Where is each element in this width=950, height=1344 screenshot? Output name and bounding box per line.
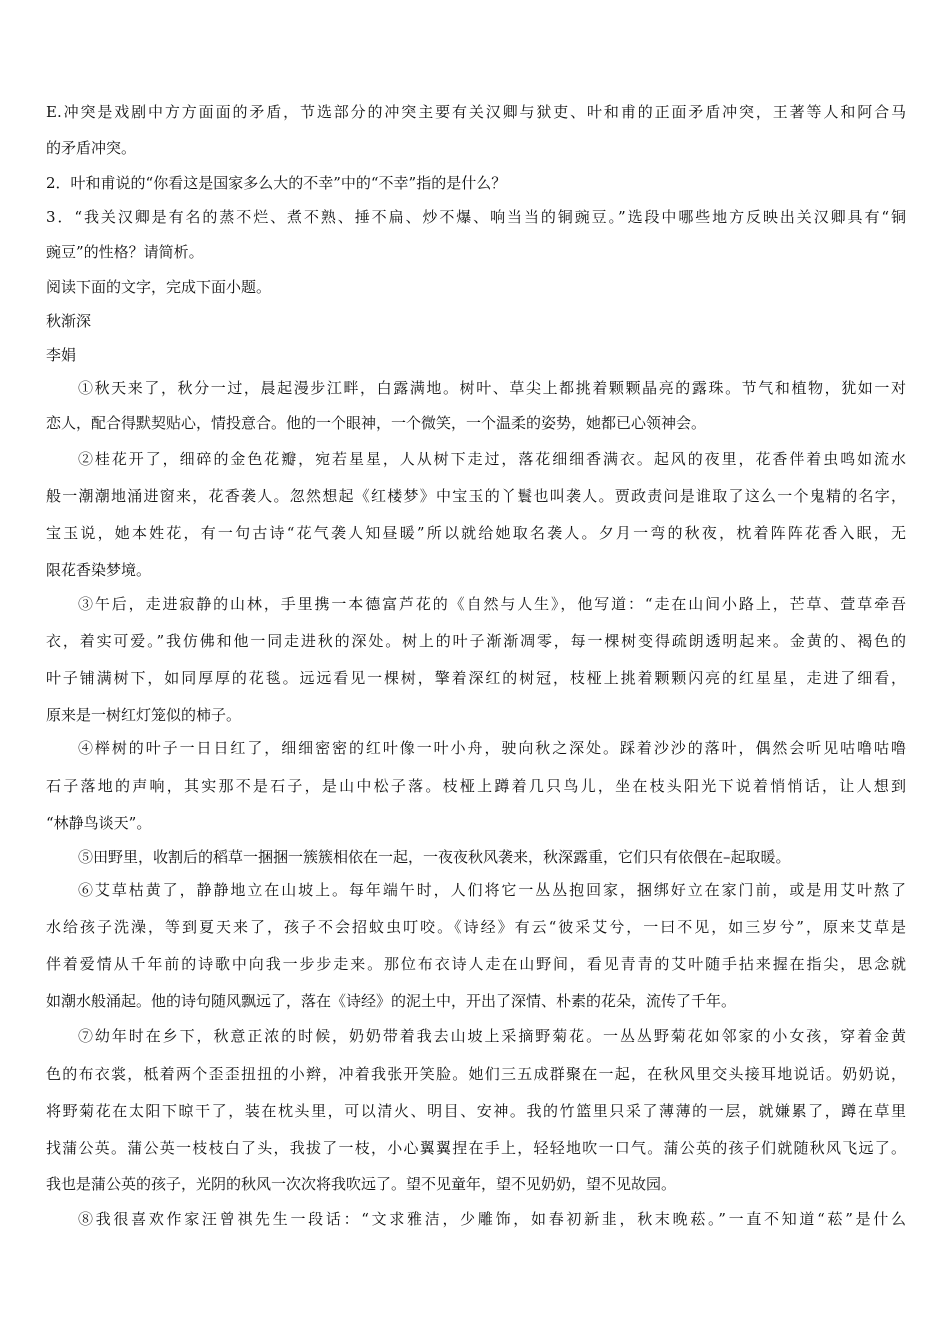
paragraph-6-line-4: 如潮水般涌起。他的诗句随风飘远了，落在《诗经》的泥土中，开出了深情、朴素的花朵，流传了千年。 (46, 992, 737, 1010)
essay-title: 秋渐深 (46, 312, 92, 330)
paragraph-3-line-4: 原来是一树红灯笼似的柿子。 (46, 706, 242, 724)
paragraph-7-line-2: 色的布衣裳，柢着两个歪歪扭扭的小辫，冲着我张开笑脸。她们三五成群聚在一起，在秋风里交头接耳地说话。奶奶说， (46, 1065, 906, 1083)
question-2: 2．叶和甫说的“你看这是国家多么大的不幸”中的“不幸”指的是什么？ (46, 174, 507, 192)
paragraph-4-line-2: 石子落地的声响，其实那不是石子，是山中松子落。枝桠上蹲着几只鸟儿，坐在枝头阳光下说着悄悄话，让人想到 (46, 777, 906, 795)
paragraph-1-line-2: 恋人，配合得默契贴心，情投意合。他的一个眼神，一个微笑，一个温柔的姿势，她都已心领神会。 (46, 414, 707, 432)
paragraph-3-line-1: ③午后，走进寂静的山林，手里携一本德富芦花的《自然与人生》，他写道：“走在山间小路上，芒草、萱草牵吾 (78, 595, 906, 613)
paragraph-8-line-1: ⑧我很喜欢作家汪曾祺先生一段话：“文求雅洁，少雕饰，如春初新韭，秋末晚菘。”一直不知道“菘”是什么 (78, 1210, 906, 1228)
question-3-line-2: 豌豆”的性格？请简析。 (46, 243, 204, 261)
paragraph-7-line-1: ⑦幼年时在乡下，秋意正浓的时候，奶奶带着我去山坡上采摘野菊花。一丛丛野菊花如邻家的小女孩，穿着金黄 (78, 1027, 906, 1045)
question-3-line-1: 3．“我关汉卿是有名的蒸不烂、煮不熟、捶不扁、炒不爆、响当当的铜豌豆。”选段中哪些地方反映出关汉卿具有“铜 (46, 208, 906, 226)
essay-author: 李娟 (46, 346, 77, 364)
paragraph-4-line-3: “林静鸟谈天”。 (46, 814, 152, 832)
paragraph-5: ⑤田野里，收割后的稻草一捆捆一簇簇相依在一起，一夜夜秋风袭来，秋深露重，它们只有依偎在–起取暖。 (78, 848, 791, 866)
option-e-line-1: E.冲突是戏剧中方方面面的矛盾，节选部分的冲突主要有关汉卿与狱吏、叶和甫的正面矛盾冲突，王著等人和阿合马 (46, 103, 906, 121)
paragraph-7-line-5: 我也是蒲公英的孩子，光阴的秋风一次次将我吹远了。望不见童年，望不见奶奶，望不见故园。 (46, 1175, 677, 1193)
option-e-line-2: 的矛盾冲突。 (46, 139, 137, 157)
reading-instruction: 阅读下面的文字，完成下面小题。 (46, 278, 272, 296)
paragraph-7-line-3: 将野菊花在太阳下晾干了，装在枕头里，可以清火、明目、安神。我的竹篮里只采了薄薄的一层，就嫌累了，蹲在草里 (46, 1102, 906, 1120)
paragraph-6-line-1: ⑥艾草枯黄了，静静地立在山坡上。每年端午时，人们将它一丛丛抱回家，捆绑好立在家门前，或是用艾叶熬了 (78, 881, 906, 899)
paragraph-3-line-2: 衣，着实可爱。”我仿佛和他一同走进秋的深处。树上的叶子渐渐凋零，每一棵树变得疏朗透明起来。金黄的、褐色的 (46, 632, 906, 650)
paragraph-2-line-3: 宝玉说，她本姓花，有一句古诗“花气袭人知昼暖”所以就给她取名袭人。夕月一弯的秋夜，枕着阵阵花香入眠，无 (46, 524, 906, 542)
paragraph-7-line-4: 找蒲公英。蒲公英一枝枝白了头，我拔了一枝，小心翼翼捏在手上，轻轻地吹一口气。蒲公英的孩子们就随秋风飞远了。 (46, 1139, 906, 1157)
paragraph-3-line-3: 叶子铺满树下，如同厚厚的花毯。远远看见一棵树，擎着深红的树冠，枝桠上挑着颗颗闪亮的红星星，走进了细看， (46, 669, 906, 687)
paragraph-1-line-1: ①秋天来了，秋分一过，晨起漫步江畔，白露满地。树叶、草尖上都挑着颗颗晶亮的露珠。节气和植物，犹如一对 (78, 379, 906, 397)
paragraph-2-line-2: 般一潮潮地涌进窗来，花香袭人。忽然想起《红楼梦》中宝玉的丫鬟也叫袭人。贾政责问是谁取了这么一个鬼精的名字， (46, 487, 906, 505)
paragraph-2-line-1: ②桂花开了，细碎的金色花瓣，宛若星星，人从树下走过，落花细细香满衣。起风的夜里，花香伴着虫鸣如流水 (78, 450, 906, 468)
paragraph-2-line-4: 限花香染梦境。 (46, 561, 152, 579)
paragraph-4-line-1: ④榉树的叶子一日日红了，细细密密的红叶像一叶小舟，驶向秋之深处。踩着沙沙的落叶，偶然会听见咕噜咕噜 (78, 739, 906, 757)
paragraph-6-line-2: 水给孩子洗澡，等到夏天来了，孩子不会招蚊虫叮咬。《诗经》有云“彼采艾兮，一曰不见，如三岁兮”，原来艾草是 (46, 918, 906, 936)
paragraph-6-line-3: 伴着爱情从千年前的诗歌中向我一步步走来。那位布衣诗人走在山野间，看见青青的艾叶随手拈来握在指尖，思念就 (46, 955, 906, 973)
